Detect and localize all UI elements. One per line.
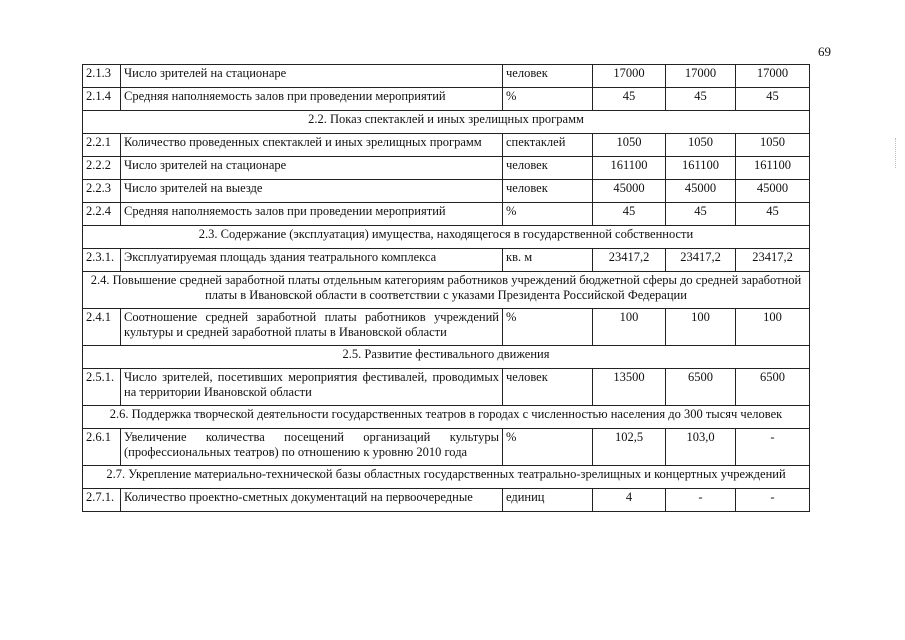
section-header-row bbox=[83, 466, 810, 489]
row-value-3: 161100 bbox=[736, 157, 810, 180]
row-value-1: 100 bbox=[593, 309, 666, 346]
section-title: 2.3. Содержание (эксплуатация) имущества, находящегося в государственной собственности bbox=[83, 226, 810, 249]
row-value-1: 45 bbox=[593, 203, 666, 226]
row-value-2: 23417,2 bbox=[666, 249, 736, 272]
row-value-3: 45 bbox=[736, 203, 810, 226]
scan-specks bbox=[895, 138, 900, 168]
row-unit: кв. м bbox=[503, 249, 593, 272]
row-code: 2.6.1 bbox=[83, 429, 121, 466]
row-value-1: 45 bbox=[593, 88, 666, 111]
row-value-1: 45000 bbox=[593, 180, 666, 203]
section-title: 2.7. Укрепление материально-технической базы областных государственных театрально-зрелищных и концертных учреждений bbox=[83, 466, 810, 489]
table-row bbox=[83, 249, 810, 272]
row-code: 2.1.3 bbox=[83, 65, 121, 88]
row-value-3: 23417,2 bbox=[736, 249, 810, 272]
row-code: 2.5.1. bbox=[83, 369, 121, 406]
row-value-1: 4 bbox=[593, 489, 666, 512]
row-code: 2.7.1. bbox=[83, 489, 121, 512]
row-value-2: 17000 bbox=[666, 65, 736, 88]
row-value-1: 17000 bbox=[593, 65, 666, 88]
row-value-1: 161100 bbox=[593, 157, 666, 180]
row-indicator-name: Число зрителей на выезде bbox=[121, 180, 503, 203]
row-value-2: 6500 bbox=[666, 369, 736, 406]
row-unit: человек bbox=[503, 180, 593, 203]
section-header-row bbox=[83, 111, 810, 134]
row-value-1: 102,5 bbox=[593, 429, 666, 466]
row-value-3: 45 bbox=[736, 88, 810, 111]
row-indicator-name: Средняя наполняемость залов при проведении мероприятий bbox=[121, 88, 503, 111]
row-value-2: 1050 bbox=[666, 134, 736, 157]
row-value-2: 45 bbox=[666, 88, 736, 111]
row-unit: % bbox=[503, 309, 593, 346]
row-indicator-name: Число зрителей, посетивших мероприятия фестивалей, проводимых на территории Ивановской области bbox=[121, 369, 503, 406]
row-value-2: 103,0 bbox=[666, 429, 736, 466]
section-title: 2.6. Поддержка творческой деятельности государственных театров в городах с численностью населения до 300 тысяч человек bbox=[83, 406, 810, 429]
row-unit: человек bbox=[503, 369, 593, 406]
row-value-2: 100 bbox=[666, 309, 736, 346]
row-code: 2.2.3 bbox=[83, 180, 121, 203]
row-value-3: - bbox=[736, 429, 810, 466]
page-number: 69 bbox=[818, 44, 831, 59]
table-row bbox=[83, 489, 810, 512]
row-code: 2.2.1 bbox=[83, 134, 121, 157]
row-value-3: 45000 bbox=[736, 180, 810, 203]
table-row bbox=[83, 180, 810, 203]
row-unit: человек bbox=[503, 157, 593, 180]
section-header-row bbox=[83, 226, 810, 249]
table-row bbox=[83, 88, 810, 111]
row-unit: спектаклей bbox=[503, 134, 593, 157]
table-row bbox=[83, 369, 810, 406]
section-title: 2.5. Развитие фестивального движения bbox=[83, 346, 810, 369]
row-code: 2.1.4 bbox=[83, 88, 121, 111]
row-code: 2.3.1. bbox=[83, 249, 121, 272]
section-header-row bbox=[83, 272, 810, 309]
row-indicator-name: Средняя наполняемость залов при проведении мероприятий bbox=[121, 203, 503, 226]
indicators-table bbox=[82, 64, 810, 512]
row-unit: % bbox=[503, 203, 593, 226]
row-value-2: 161100 bbox=[666, 157, 736, 180]
table-row bbox=[83, 429, 810, 466]
row-value-3: 6500 bbox=[736, 369, 810, 406]
row-indicator-name: Соотношение средней заработной платы работников учреждений культуры и средней заработной платы в Ивановской области bbox=[121, 309, 503, 346]
row-code: 2.2.4 bbox=[83, 203, 121, 226]
table-row bbox=[83, 65, 810, 88]
row-value-3: 100 bbox=[736, 309, 810, 346]
row-unit: % bbox=[503, 429, 593, 466]
row-unit: человек bbox=[503, 65, 593, 88]
section-header-row bbox=[83, 406, 810, 429]
row-value-1: 1050 bbox=[593, 134, 666, 157]
row-indicator-name: Число зрителей на стационаре bbox=[121, 65, 503, 88]
row-indicator-name: Число зрителей на стационаре bbox=[121, 157, 503, 180]
row-value-3: 1050 bbox=[736, 134, 810, 157]
row-indicator-name: Эксплуатируемая площадь здания театрального комплекса bbox=[121, 249, 503, 272]
row-indicator-name: Увеличение количества посещений организаций культуры (профессиональных театров) по отношению к уровню 2010 года bbox=[121, 429, 503, 466]
table-row bbox=[83, 157, 810, 180]
row-value-2: 45 bbox=[666, 203, 736, 226]
row-unit: % bbox=[503, 88, 593, 111]
row-code: 2.2.2 bbox=[83, 157, 121, 180]
table-row bbox=[83, 309, 810, 346]
row-value-1: 23417,2 bbox=[593, 249, 666, 272]
section-header-row bbox=[83, 346, 810, 369]
section-title: 2.2. Показ спектаклей и иных зрелищных программ bbox=[83, 111, 810, 134]
table-row bbox=[83, 134, 810, 157]
row-value-1: 13500 bbox=[593, 369, 666, 406]
row-indicator-name: Количество проектно-сметных документаций на первоочередные bbox=[121, 489, 503, 512]
section-title: 2.4. Повышение средней заработной платы отдельным категориям работников учреждений бюджетной сферы до средней заработной платы в Ивановской области в соответствии с указами Президента Российской Федерации bbox=[83, 272, 810, 309]
row-value-2: - bbox=[666, 489, 736, 512]
row-value-2: 45000 bbox=[666, 180, 736, 203]
row-unit: единиц bbox=[503, 489, 593, 512]
row-value-3: - bbox=[736, 489, 810, 512]
row-code: 2.4.1 bbox=[83, 309, 121, 346]
table-row bbox=[83, 203, 810, 226]
row-indicator-name: Количество проведенных спектаклей и иных зрелищных программ bbox=[121, 134, 503, 157]
row-value-3: 17000 bbox=[736, 65, 810, 88]
